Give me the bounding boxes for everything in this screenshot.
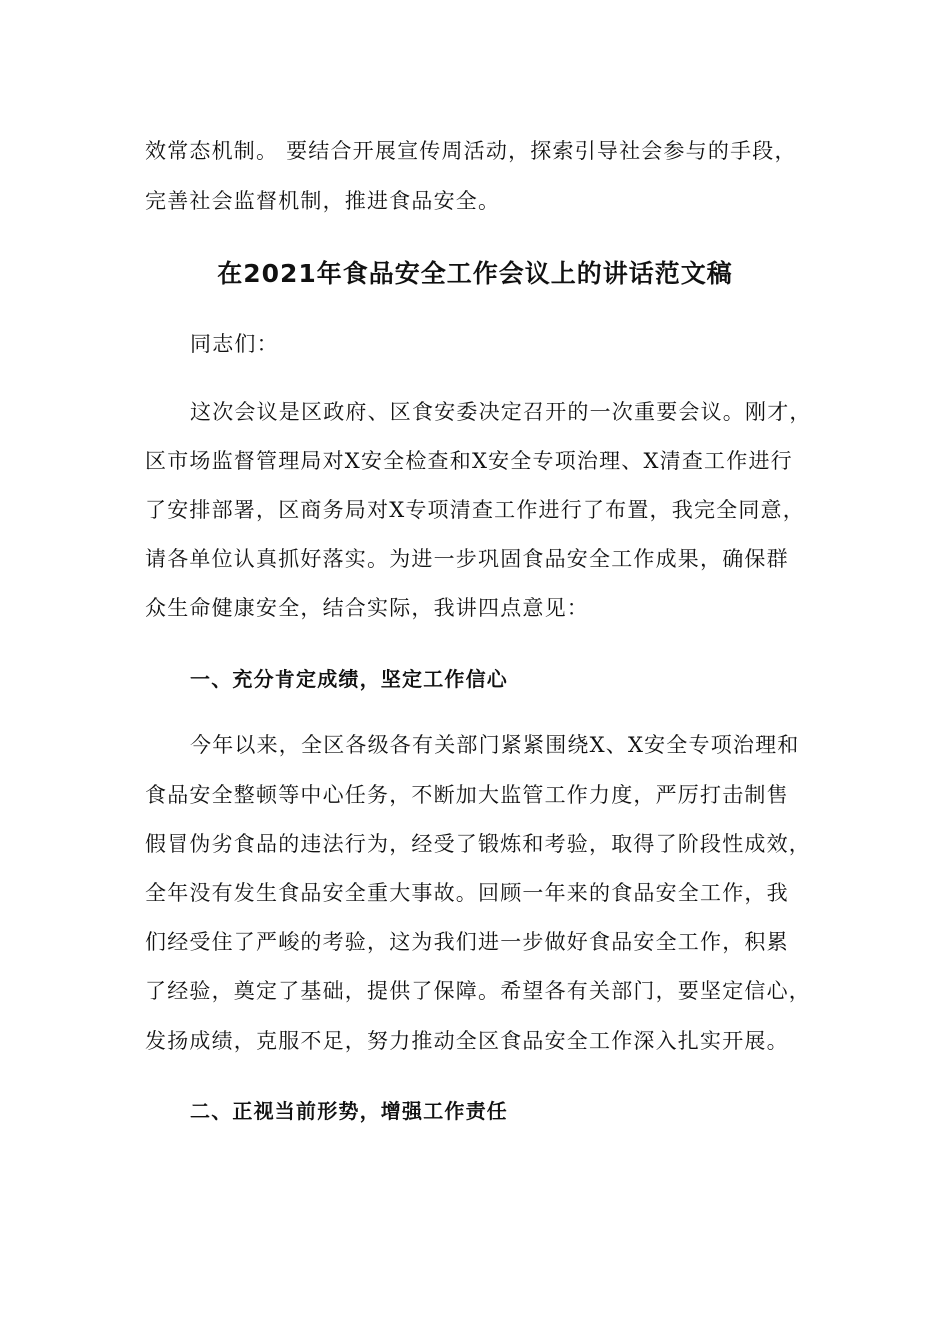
section-1-line-7: 发扬成绩，克服不足，努力推动全区食品安全工作深入扎实开展。	[145, 1029, 789, 1053]
section-1-line-3: 假冒伪劣食品的违法行为，经受了锻炼和考验，取得了阶段性成效，	[145, 832, 811, 856]
section-2-heading: 二、正视当前形势，增强工作责任	[190, 1099, 508, 1123]
section-1-line-6: 了经验，奠定了基础，提供了保障。希望各有关部门，要坚定信心，	[145, 979, 811, 1003]
section-1-heading: 一、充分肯定成绩，坚定工作信心	[190, 667, 508, 691]
section-1-line-5: 们经受住了严峻的考验，这为我们进一步做好食品安全工作，积累	[145, 930, 789, 954]
salutation: 同志们：	[190, 332, 279, 356]
section-1-line-4: 全年没有发生食品安全重大事故。回顾一年来的食品安全工作，我	[145, 881, 789, 905]
carryover-line-1: 效常态机制。 要结合开展宣传周活动，探索引导社会参与的手段，	[145, 139, 797, 163]
carryover-line-2: 完善社会监督机制，推进食品安全。	[145, 189, 501, 213]
section-1-line-1: 今年以来，全区各级各有关部门紧紧围绕X、X安全专项治理和	[190, 733, 800, 757]
intro-line-2: 区市场监督管理局对X安全检查和X安全专项治理、X清查工作进行	[145, 449, 793, 473]
section-1-line-2: 食品安全整顿等中心任务，不断加大监管工作力度，严厉打击制售	[145, 783, 789, 807]
intro-line-3: 了安排部署，区商务局对X专项清查工作进行了布置，我完全同意，	[145, 498, 805, 522]
document-title: 在2021年食品安全工作会议上的讲话范文稿	[217, 259, 733, 288]
intro-line-5: 众生命健康安全，结合实际，我讲四点意见：	[145, 596, 589, 620]
intro-line-4: 请各单位认真抓好落实。为进一步巩固食品安全工作成果，确保群	[145, 547, 789, 571]
intro-line-1: 这次会议是区政府、区食安委决定召开的一次重要会议。刚才，	[190, 400, 812, 424]
